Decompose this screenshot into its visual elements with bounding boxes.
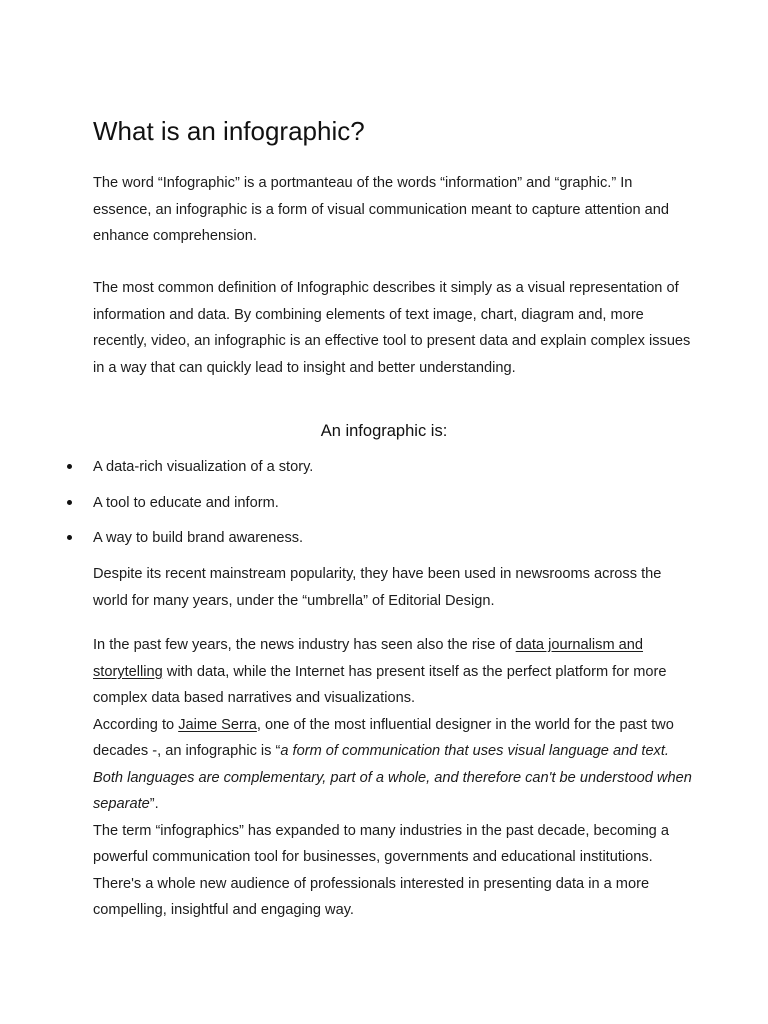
history-paragraph: Despite its recent mainstream popularity, they have been used in newsrooms across the world for many years, under the “umbrella” of Editorial Design. — [93, 566, 662, 609]
closing-text: The term “infographics” has expanded to many industries in the past decade, becoming a powerful communication tool for businesses, governments and educational institutions. There's a whole new audience of professionals interested in presenting data in a more compelling, insightful and engaging way. — [93, 822, 669, 918]
bullet-icon — [67, 535, 72, 540]
page-title: What is an infographic? — [93, 116, 365, 146]
list-item-text: A way to build brand awareness. — [93, 530, 304, 546]
definition-paragraph: The most common definition of Infographic describes it simply as a visual representation of information and data. By combining elements of text image, chart, diagram and, more recently, video, an infographic is an effective tool to present data and explain complex issues in a way that can quickly lead to insight and better understanding. — [93, 280, 691, 376]
closing-text: , one of the most influential designer in the world for the past two decades -, an infographic is “ — [93, 716, 674, 759]
list-item-text: A data-rich visualization of a story. — [93, 459, 314, 475]
closing-text: with data, while the Internet has present itself as the perfect platform for more complex data based narratives and visualizations. — [93, 663, 667, 706]
serra-quote: a form of communication that uses visual language and text. Both languages are complementary, part of a whole, and therefore can't be understood when separate — [93, 743, 692, 812]
closing-section — [93, 632, 693, 924]
jaime-serra-link[interactable]: Jaime Serra — [178, 716, 257, 733]
list-item-text: A tool to educate and inform. — [93, 494, 279, 511]
data-journalism-link[interactable]: data journalism and storytelling — [93, 637, 644, 680]
closing-text: In the past few years, the news industry has seen also the rise of — [93, 637, 516, 653]
closing-text: ”. — [149, 796, 159, 812]
intro-paragraph: The word “Infographic” is a portmanteau of the words “information” and “graphic.” In essence, an infographic is a form of visual communication meant to capture attention and enhance comprehension. — [93, 175, 669, 244]
closing-text: According to — [93, 716, 179, 733]
section-subheading: An infographic is: — [320, 422, 448, 440]
bullet-icon — [67, 464, 72, 469]
bullet-icon — [67, 500, 72, 505]
